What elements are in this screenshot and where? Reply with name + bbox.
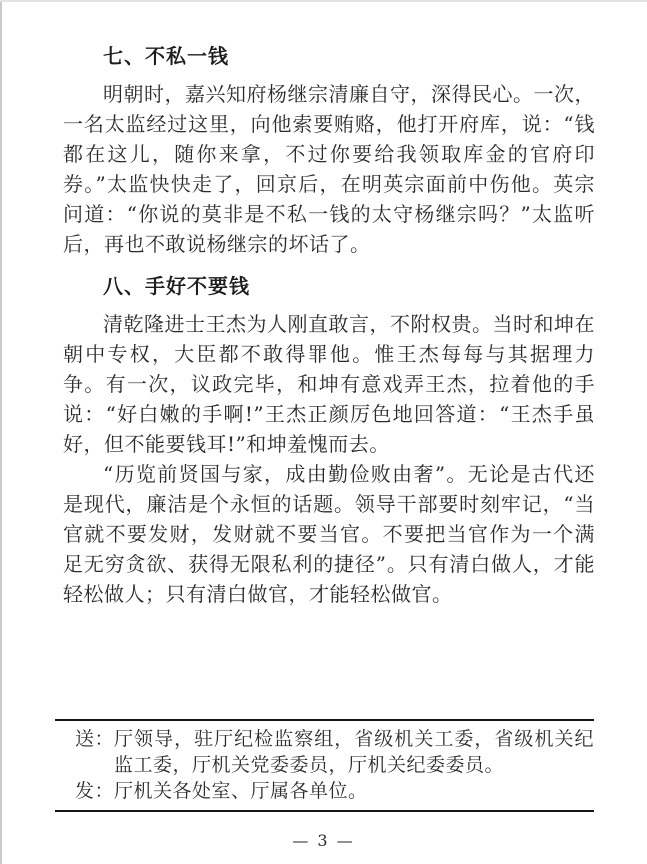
distribution-block xyxy=(55,719,594,812)
distribution-row-issue xyxy=(75,778,594,804)
section-eight-paragraph: 清乾隆进士王杰为人刚直敢言，不附权贵。当时和坤在朝中专权，大臣都不敢得罪他。惟王杰每每与其据理力争。有一次，议政完毕，和坤有意戏弄王杰，拉着他的手说：“好白嫩的手啊!”王杰正颜厉色地回答道：“王杰手虽好，但不能要钱耳!”和坤羞愧而去。 xyxy=(63,312,595,456)
page-number: — 3 — xyxy=(292,831,355,850)
distribution-send-text: 厅领导，驻厅纪检监察组，省级机关工委，省级机关纪监工委，厅机关党委委员，厅机关纪委委员。 xyxy=(114,728,594,776)
distribution-send-label: 送： xyxy=(75,728,115,750)
page-edge-top xyxy=(0,0,647,2)
closing-paragraph: “历览前贤国与家，成由勤俭败由奢”。无论是古代还是现代，廉洁是个永恒的话题。领导干部要时刻牢记，“当官就不要发财，发财就不要当官。不要把当官作为一个满足无穷贪欲、获得无限私利的捷径”。只有清白做人，才能轻松做人；只有清白做官，才能轻松做官。 xyxy=(63,462,595,606)
distribution-issue-label: 发： xyxy=(75,780,115,802)
page-edge-left xyxy=(0,0,2,864)
section-heading-eight: 八、手好不要钱 xyxy=(103,274,250,298)
document-content xyxy=(63,42,595,609)
distribution-issue-text: 厅机关各处室、厅属各单位。 xyxy=(114,780,368,802)
section-seven-paragraph: 明朝时，嘉兴知府杨继宗清廉自守，深得民心。一次，一名太监经过这里，向他索要贿赂，他打开府库，说：“钱都在这儿，随你来拿，不过你要给我领取库金的官府印券。”太监快快走了，回京后，在明英宗面前中伤他。英宗问道：“你说的莫非是不私一钱的太守杨继宗吗？”太监听后，再也不敢说杨继宗的坏话了。 xyxy=(63,82,595,256)
section-heading-seven: 七、不私一钱 xyxy=(103,44,229,68)
distribution-row-send xyxy=(75,726,594,778)
